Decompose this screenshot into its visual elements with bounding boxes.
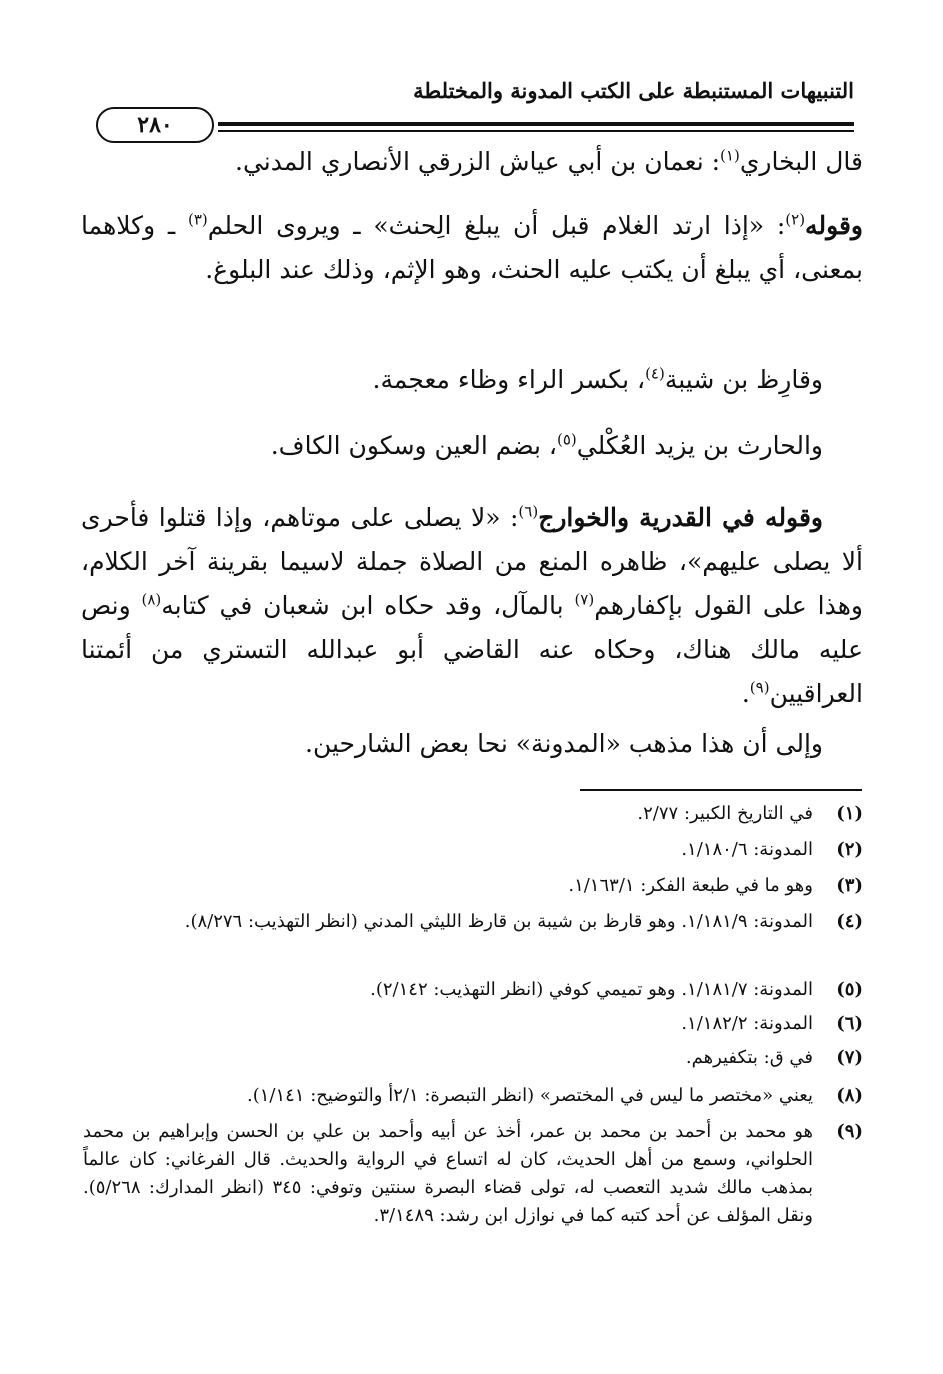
footnote-number: (٦) xyxy=(836,1013,863,1034)
paragraph-5-text-4: . xyxy=(741,679,750,708)
footnote-text: يعني «مختصر ما ليس في المختصر» (انظر التبصرة: ٢/١أ والتوضيح: ١/١٤١). xyxy=(246,1085,813,1106)
footnote-ref-7: (٧) xyxy=(574,590,595,609)
paragraph-3 xyxy=(81,358,863,402)
footnote-text: المدونة: ١/١٨٢/٢. xyxy=(681,1013,813,1034)
footnote-number: (٣) xyxy=(836,875,863,896)
paragraph-6-text: وإلى أن هذا مذهب «المدونة» نحا بعض الشارحين. xyxy=(305,729,823,758)
paragraph-3-text: ، بكسر الراء وظاء معجمة. xyxy=(372,365,646,394)
paragraph-5-lead: وقوله في القدرية والخوارج xyxy=(538,503,823,532)
paragraph-5-text-3: ونص عليه مالك هناك، وحكاه عنه القاضي أبو عبدالله التستري من أئمتنا العراقيين xyxy=(81,591,863,708)
footnote-text: في ق: بتكفيرهم. xyxy=(685,1047,813,1068)
footnote-6 xyxy=(83,1010,863,1038)
paragraph-4-text: ، بضم العين وسكون الكاف. xyxy=(270,431,557,460)
footnote-number: (٤) xyxy=(836,911,863,932)
footnote-9 xyxy=(83,1118,863,1230)
footnote-number: (٥) xyxy=(836,979,863,1000)
paragraph-1-text: : نعمان بن أبي عياش الزرقي الأنصاري المدني. xyxy=(235,147,721,176)
footnote-ref-8: (٨) xyxy=(141,590,162,609)
paragraph-4 xyxy=(81,424,863,468)
footnote-separator xyxy=(580,789,862,791)
paragraph-2-text-cont: ـ وكلاهما بمعنى، أي يبلغ أن يكتب عليه الحنث، وهو الإثم، وذلك عند البلوغ. xyxy=(81,211,863,284)
footnote-5 xyxy=(83,976,863,1004)
header-rule-thin xyxy=(218,130,854,132)
footnote-7 xyxy=(83,1044,863,1072)
footnote-number: (٩) xyxy=(836,1121,863,1142)
paragraph-1 xyxy=(81,140,863,184)
paragraph-2 xyxy=(81,204,863,292)
paragraph-6 xyxy=(81,722,863,766)
header-rule-thick xyxy=(218,122,854,126)
footnote-number: (٨) xyxy=(836,1085,863,1106)
footnote-text: وهو ما في طبعة الفكر: ١/١٦٣/١. xyxy=(568,875,813,896)
page-header xyxy=(78,78,854,148)
footnote-ref-9: (٩) xyxy=(749,678,770,697)
footnote-ref-2: (٢) xyxy=(785,210,806,229)
footnote-ref-5: (٥) xyxy=(557,430,577,449)
paragraph-2-lead: وقوله xyxy=(805,211,864,240)
footnote-ref-1: (١) xyxy=(720,146,740,165)
paragraph-5-text-2: بالمآل، وقد حكاه ابن شعبان في كتابه xyxy=(161,591,575,620)
paragraph-5-text: : «لا يصلى على موتاهم، وإذا قتلوا فأحرى ألا يصلى عليهم»، ظاهره المنع من الصلاة جملة لاسيما بقرينة آخر الكلام، وهذا على القول بإكفارهم xyxy=(81,503,864,620)
footnote-number: (١) xyxy=(836,803,863,824)
footnote-1 xyxy=(83,800,863,828)
paragraph-4-lead: والحارث بن يزيد العُكْلي xyxy=(576,431,823,460)
paragraph-5 xyxy=(81,496,863,716)
footnote-number: (٧) xyxy=(836,1047,863,1068)
footnote-8 xyxy=(83,1082,863,1110)
footnote-ref-6: (٦) xyxy=(518,502,539,521)
paragraph-1-lead: قال البخاري xyxy=(739,147,863,176)
paragraph-2-text: : «إذا ارتد الغلام قبل أن يبلغ الِحنث» ـ ويروى الحلم xyxy=(207,211,786,240)
footnote-text: هو محمد بن أحمد بن محمد بن عمر، أخذ عن أبيه وأحمد بن علي بن الحسن وإبراهيم بن محمد الحلواني، وسمع من أهل الحديث، كان له اتساع في الرواية والحديث. قال الفرغاني: كان عالماً بمذهب مالك شديد التعصب له، تولى قضاء البصرة سنتين وتوفي: ٣٤٥ (انظر المدارك: ٥/٢٦٨). ونقل المؤلف عن أحد كتبه كما في نوازل ابن رشد: ٣/١٤٨٩. xyxy=(83,1121,813,1226)
footnote-3 xyxy=(83,872,863,900)
footnote-text: المدونة: ١/١٨٠/٦. xyxy=(681,839,813,860)
paragraph-3-lead: وقارِظ بن شيبة xyxy=(664,365,823,394)
footnote-text: في التاريخ الكبير: ٢/٧٧. xyxy=(637,803,813,824)
running-title: التنبيهات المستنبطة على الكتب المدونة والمختلطة xyxy=(413,78,854,103)
footnote-4 xyxy=(83,908,863,936)
footnote-ref-3: (٣) xyxy=(187,210,208,229)
footnote-2 xyxy=(83,836,863,864)
footnote-number: (٢) xyxy=(836,839,863,860)
page-number: ٢٨٠ xyxy=(96,107,214,143)
footnote-text: المدونة: ١/١٨١/٧. وهو تميمي كوفي (انظر التهذيب: ٢/١٤٢). xyxy=(370,979,813,1000)
footnote-text: المدونة: ١/١٨١/٩. وهو قارظ بن شيبة بن قارظ الليثي المدني (انظر التهذيب: ٨/٢٧٦). xyxy=(184,911,813,932)
footnote-ref-4: (٤) xyxy=(645,364,665,383)
